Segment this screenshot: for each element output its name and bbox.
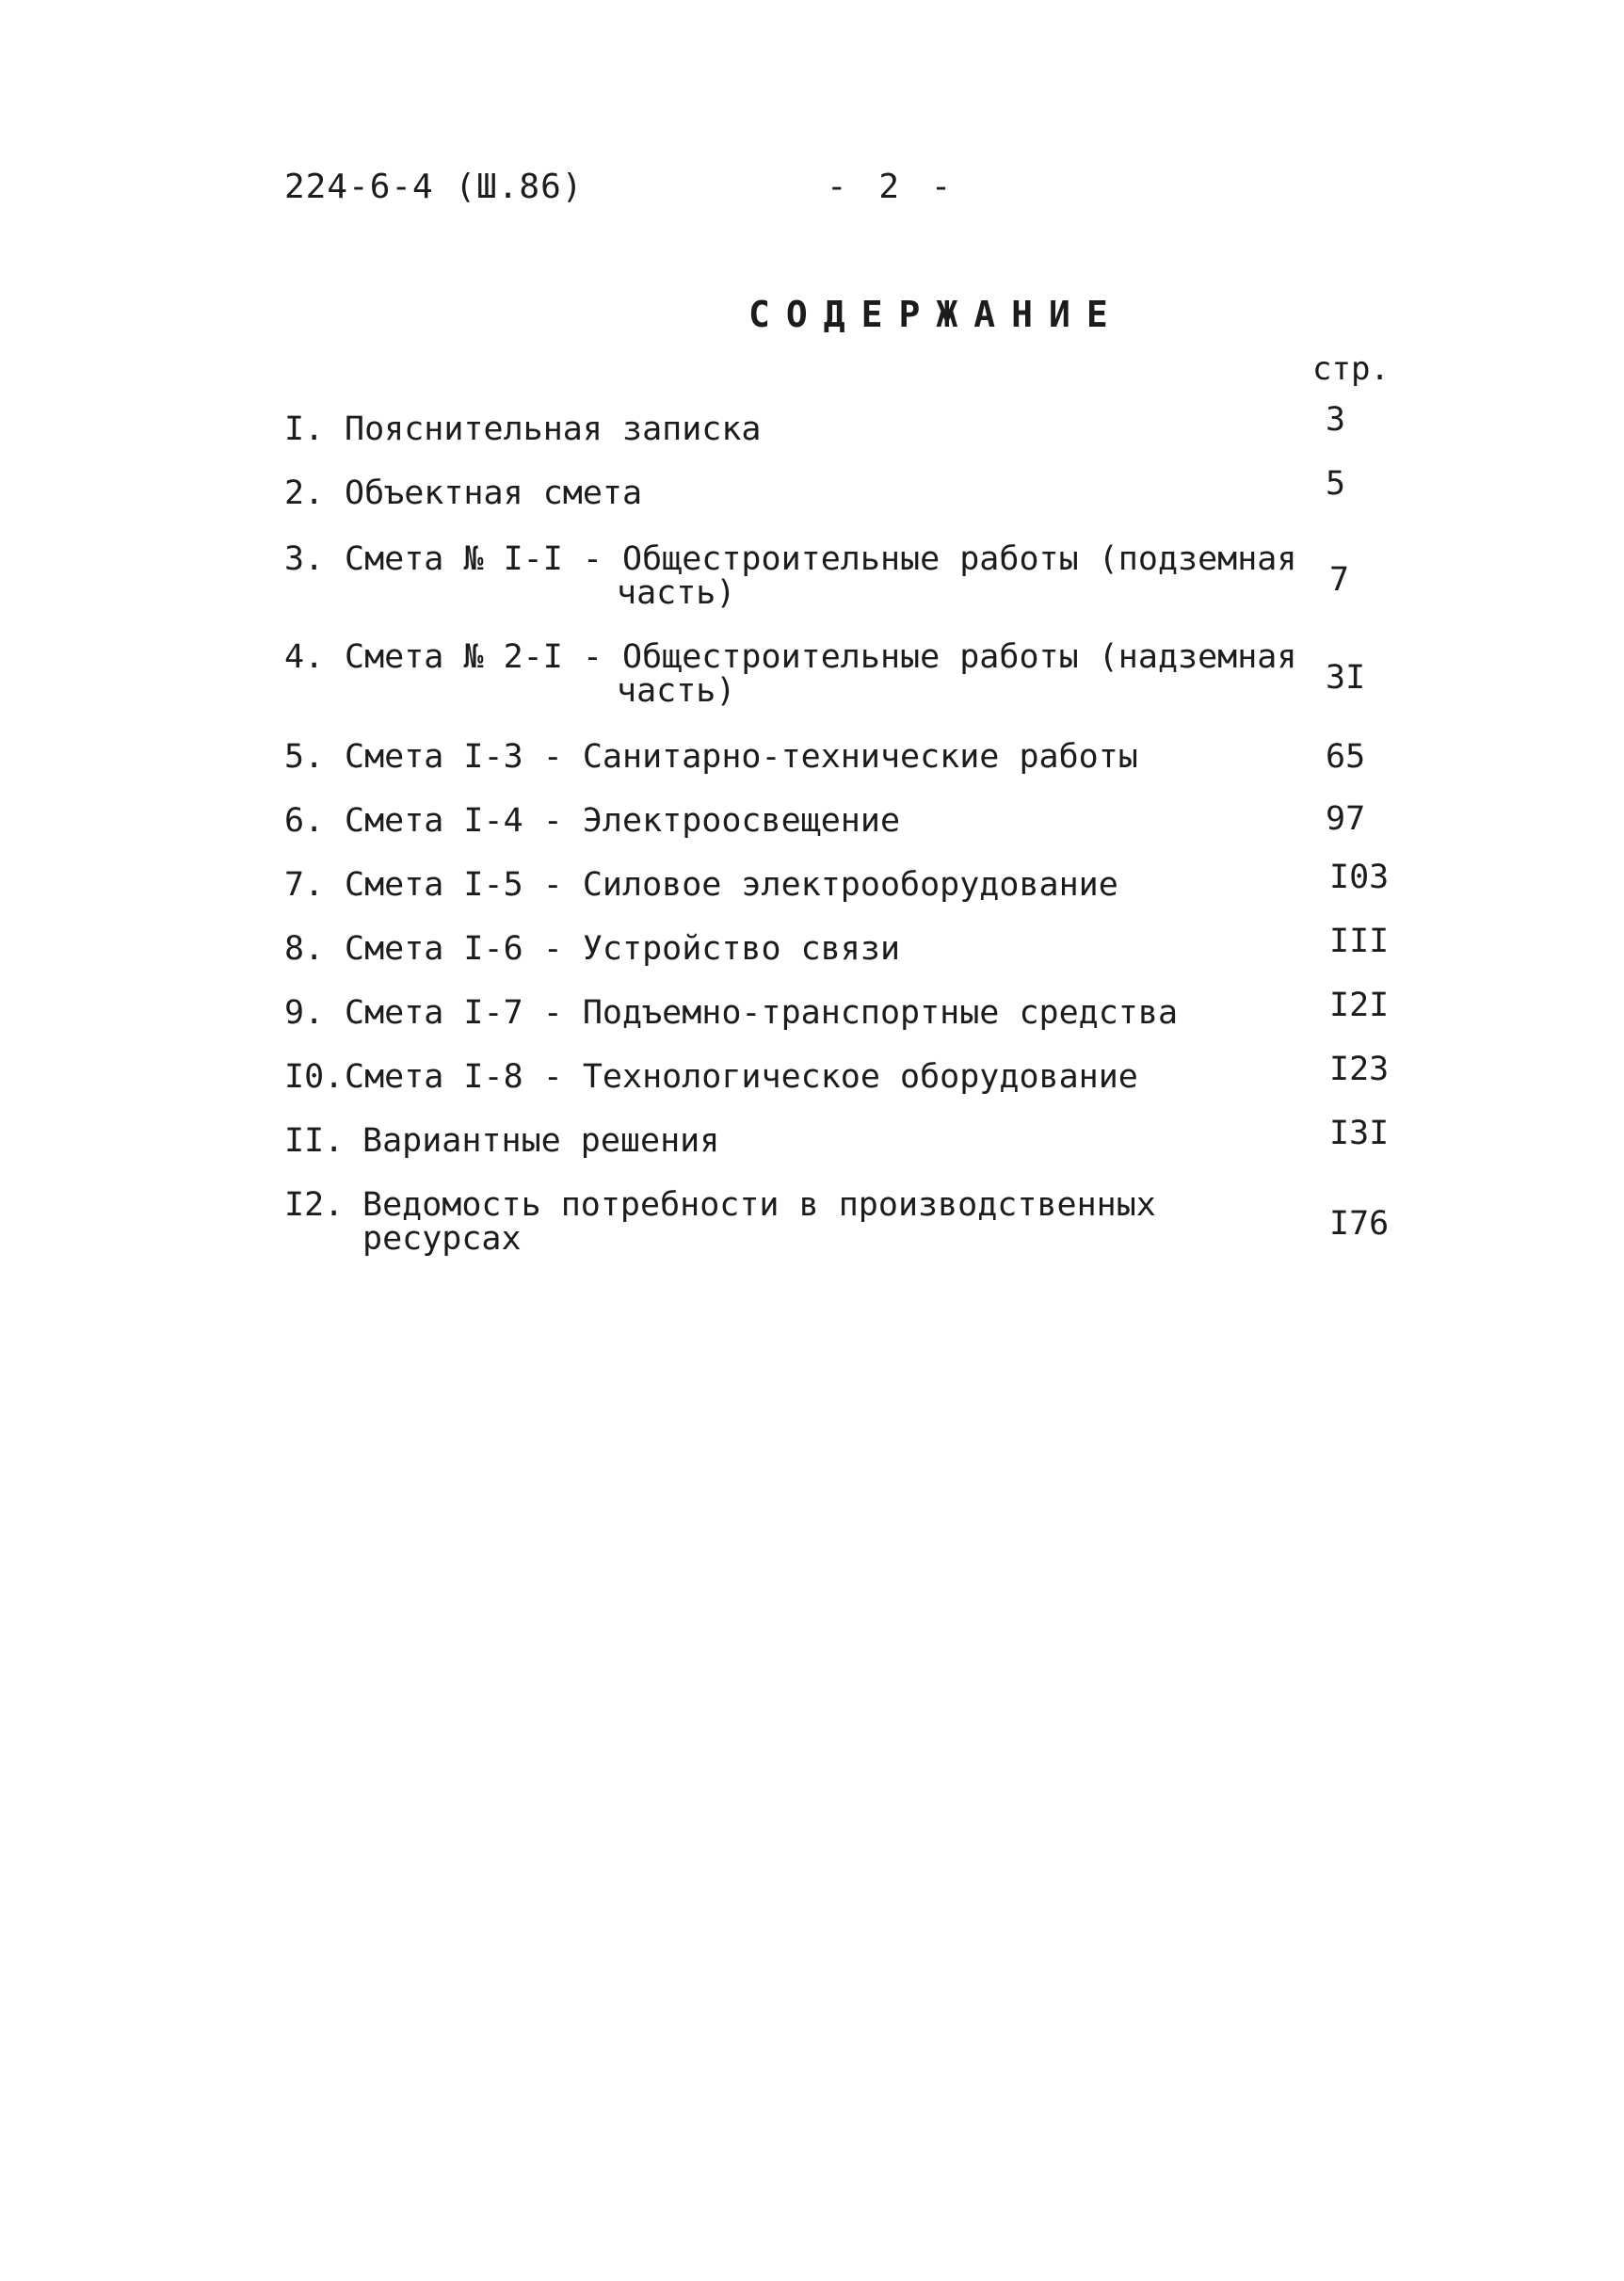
toc-entry-text: Смета № I-I - Общестроительные работы (подземная — [345, 540, 1297, 578]
toc-entry-text: Смета № 2-I - Общестроительные работы (надземная — [345, 638, 1297, 676]
toc-entry-page: I76 — [1329, 1205, 1390, 1243]
toc-entry — [284, 542, 1395, 610]
toc-entry-text: Ведомость потребности в производственных — [362, 1186, 1156, 1224]
toc-entry-page: 97 — [1326, 800, 1366, 838]
page-number: - 2 - — [827, 168, 957, 206]
toc-entry-number: 8. — [284, 930, 325, 968]
toc-entry-continuation: часть) — [617, 574, 736, 612]
toc-entry-number: I0. — [284, 1058, 345, 1096]
toc-entry-number: 4. — [284, 638, 325, 676]
toc-entry-page: III — [1329, 923, 1390, 960]
toc-title: СОДЕРЖАНИЕ — [748, 294, 1124, 335]
toc-entry-number: 5. — [284, 738, 325, 776]
toc-entry-text: Вариантные решения — [362, 1122, 720, 1160]
toc-entry-page: I03 — [1329, 859, 1390, 896]
toc-entry — [284, 640, 1395, 708]
toc-entry — [284, 932, 1395, 966]
toc-entry-number: 3. — [284, 540, 325, 578]
toc-entry-page: 65 — [1326, 738, 1366, 776]
toc-entry-page: 5 — [1326, 465, 1346, 503]
document-code: 224-6-4 (Ш.86) — [284, 168, 584, 206]
toc-entry-number: I2. — [284, 1186, 345, 1224]
toc-entry — [284, 1060, 1395, 1094]
toc-entry — [284, 740, 1395, 774]
toc-entry-number: II. — [284, 1122, 345, 1160]
toc-entry — [284, 996, 1395, 1030]
toc-entry-number: 9. — [284, 994, 325, 1032]
toc-entry-text: Смета I-7 - Подъемно-транспортные средства — [345, 994, 1179, 1032]
toc-entry-text: Смета I-4 - Электроосвещение — [345, 802, 901, 840]
toc-entry-text: Смета I-8 - Технологическое оборудование — [345, 1058, 1138, 1096]
toc-entry-text: Пояснительная записка — [345, 410, 762, 448]
toc-entry-text: Смета I-3 - Санитарно-технические работы — [345, 738, 1138, 776]
toc-entry-text: Смета I-6 - Устройство связи — [345, 930, 901, 968]
toc-entry-number: I. — [284, 410, 325, 448]
toc-entry-page: I23 — [1329, 1051, 1390, 1088]
toc-entry-page: 3I — [1326, 659, 1366, 697]
toc-entry-page: I2I — [1329, 987, 1390, 1024]
toc-entry — [284, 800, 1395, 840]
toc-entry-text: Смета I-5 - Силовое электрооборудование — [345, 866, 1118, 904]
toc-entry — [284, 476, 1395, 510]
toc-entry-number: 2. — [284, 474, 325, 512]
toc-entry-continuation: ресурсах — [362, 1220, 522, 1258]
toc-entry — [284, 1124, 1395, 1158]
toc-entry-page: 3 — [1326, 401, 1346, 439]
toc-entry — [284, 868, 1395, 902]
toc-entry — [284, 1188, 1395, 1256]
toc-entry-continuation: часть) — [617, 672, 736, 710]
toc-entry — [284, 412, 1395, 446]
toc-entry-text: Объектная смета — [345, 474, 643, 512]
toc-entry-number: 7. — [284, 866, 325, 904]
toc-entry-number: 6. — [284, 802, 325, 840]
page-column-header: стр. — [1312, 350, 1390, 388]
toc-entry-page: 7 — [1329, 561, 1350, 599]
toc-entry-page: I3I — [1329, 1115, 1390, 1152]
